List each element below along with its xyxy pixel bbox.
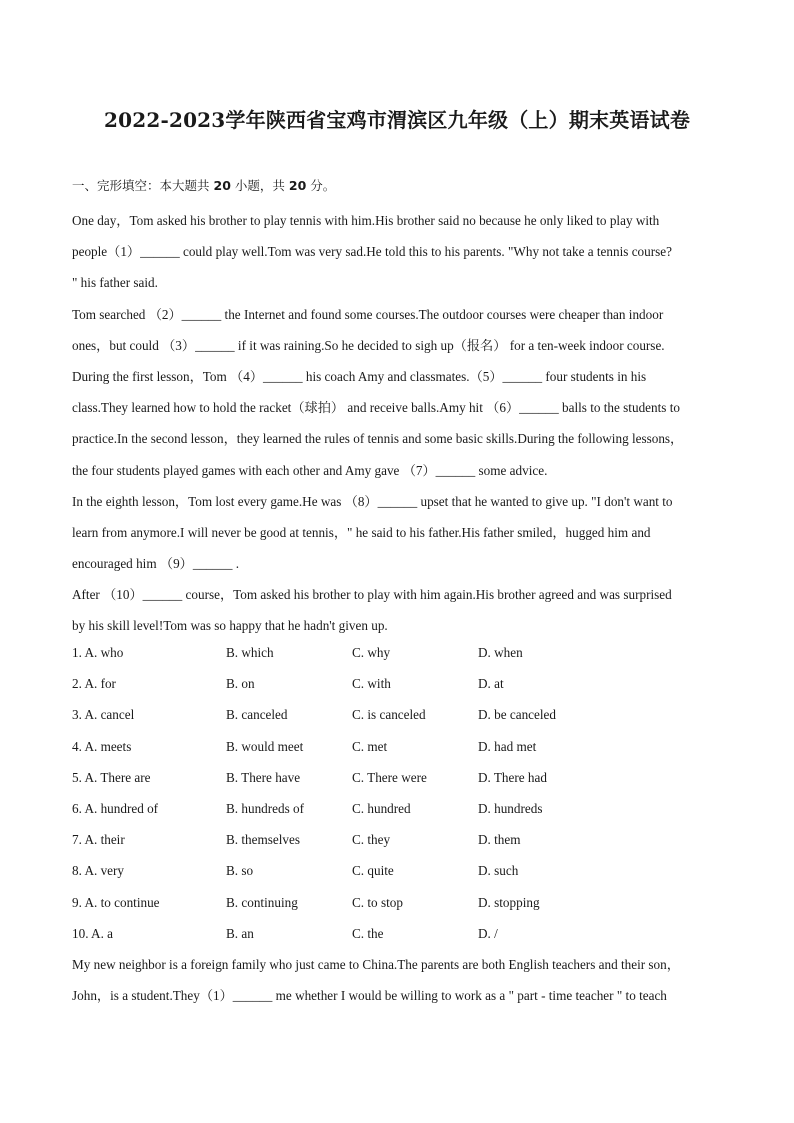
option-b: B. would meet (226, 738, 304, 754)
option-b: B. on (226, 676, 255, 692)
passage-line: My new neighbor is a foreign family who just came to China.The parents are both English teachers and their son， (72, 957, 680, 972)
question-row (72, 793, 722, 824)
question-row (72, 699, 722, 730)
passage-line: During the first lesson，Tom （4）______ his coach Amy and classmates.（5）______ four students in his (72, 368, 647, 384)
question-row (72, 731, 722, 762)
passage-line: the four students played games with each other and Amy gave （7）______ some advice. (72, 462, 548, 478)
question-row (72, 887, 722, 918)
option-d: D. stopping (478, 894, 540, 910)
option-c: C. quite (352, 863, 394, 879)
cloze-passage-1 (72, 205, 722, 642)
option-c: C. why (352, 645, 391, 660)
passage-line: Tom searched （2）______ the Internet and found some courses.The outdoor courses were cheaper than indoor (72, 306, 664, 322)
option-b: B. continuing (226, 894, 298, 910)
option-c: C. met (352, 738, 388, 754)
passage-line: encouraged him （9）______ . (72, 556, 240, 572)
question-row (72, 762, 722, 793)
question-row (72, 824, 722, 855)
passage-line: practice.In the second lesson，they learned the rules of tennis and some basic skills.During the following lessons， (72, 431, 684, 447)
option-d: D. such (478, 863, 519, 879)
passage-line: class.They learned how to hold the racket（球拍） and receive balls.Amy hit （6）______ balls to the students to (72, 400, 680, 416)
option-b: B. themselves (226, 832, 300, 848)
question-row (72, 668, 722, 699)
passage-line: learn from anymore.I will never be good at tennis，" he said to his father.His father smiled，hugged him and (72, 524, 651, 540)
option-a: 2. A. for (72, 676, 116, 692)
question-row (72, 637, 722, 668)
option-b: B. which (226, 645, 274, 660)
page-title: 2022-2023学年陕西省宝鸡市渭滨区九年级（上）期末英语试卷 (103, 108, 691, 132)
option-d: D. at (478, 676, 504, 692)
option-a: 9. A. to continue (72, 894, 160, 910)
passage-line: In the eighth lesson，Tom lost every game.He was （8）______ upset that he wanted to give up. "I don't want to (72, 493, 673, 509)
cloze-passage-2 (72, 949, 722, 1011)
option-a: 6. A. hundred of (72, 800, 159, 816)
option-c: C. to stop (352, 894, 403, 910)
option-d: D. them (478, 832, 521, 848)
option-c: C. hundred (352, 800, 411, 816)
option-c: C. is canceled (352, 707, 426, 723)
option-a: 3. A. cancel (72, 707, 135, 723)
option-a: 4. A. meets (72, 738, 132, 754)
question-row (72, 918, 722, 949)
passage-line: One day，Tom asked his brother to play tennis with him.His brother said no because he only liked to play with (72, 213, 660, 228)
option-a: 5. A. There are (72, 769, 151, 785)
passage-line: by his skill level!Tom was so happy that he hadn't given up. (72, 618, 388, 634)
question-count: 20 (213, 178, 231, 193)
section-heading-middle: 小题，共 (234, 178, 285, 193)
passage-line: " his father said. (72, 275, 158, 291)
answer-options (72, 637, 722, 949)
option-d: D. / (478, 925, 498, 941)
option-c: C. they (352, 832, 391, 848)
option-d: D. There had (478, 769, 547, 785)
option-b: B. hundreds of (226, 800, 305, 816)
option-b: B. There have (226, 769, 301, 785)
option-a: 8. A. very (72, 863, 125, 879)
question-row (72, 855, 722, 886)
option-d: D. hundreds (478, 800, 543, 816)
passage-line: After （10）______ course，Tom asked his brother to play with him again.His brother agreed and was surprised (72, 587, 672, 603)
section-heading-prefix: 一、完形填空：本大题共 (72, 178, 210, 193)
section-heading-suffix: 分。 (310, 178, 336, 193)
option-b: B. canceled (226, 707, 288, 723)
option-c: C. There were (352, 769, 427, 785)
option-a: 1. A. who (72, 645, 124, 660)
section-heading (72, 176, 335, 194)
option-b: B. so (226, 863, 254, 879)
option-c: C. the (352, 925, 384, 941)
passage-line: people（1）______ could play well.Tom was very sad.He told this to his parents. "Why not take a tennis course? (72, 244, 672, 260)
option-a: 10. A. a (72, 925, 114, 941)
passage-line: John，is a student.They（1）______ me whether I would be willing to work as a " part - time teacher " to teach (72, 988, 667, 1004)
option-d: D. be canceled (478, 707, 556, 723)
option-b: B. an (226, 925, 254, 941)
passage-line: ones，but could （3）______ if it was raining.So he decided to sigh up（报名） for a ten-week indoor course. (72, 337, 665, 353)
option-a: 7. A. their (72, 832, 125, 848)
option-d: D. when (478, 645, 523, 660)
option-d: D. had met (478, 738, 537, 754)
option-c: C. with (352, 676, 391, 692)
total-score: 20 (288, 178, 307, 193)
